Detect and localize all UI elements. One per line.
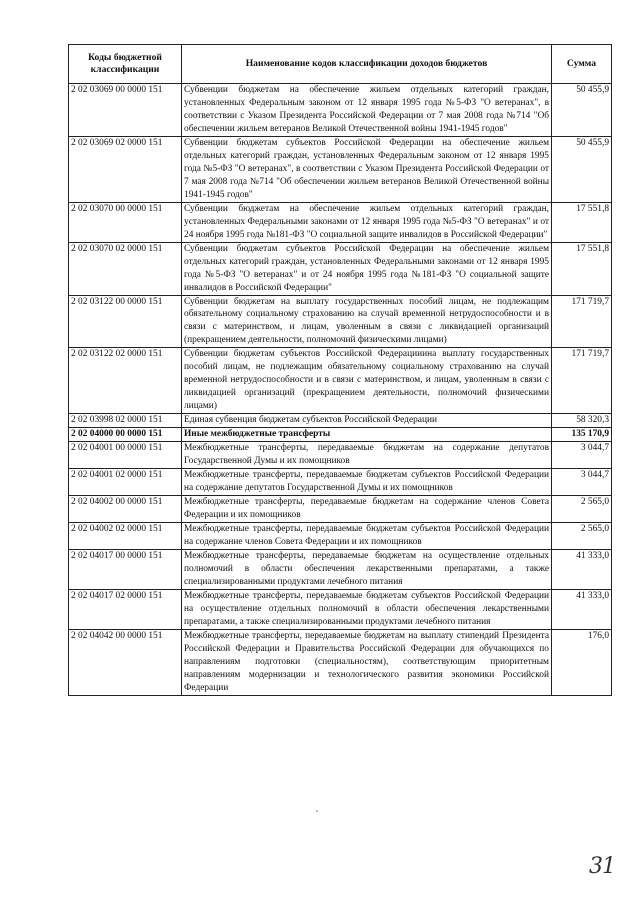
table-row	[69, 84, 612, 137]
code-cell: 2 02 04017 02 0000 151	[69, 589, 182, 629]
budget-revenue-table	[68, 44, 612, 696]
code-cell: 2 02 03069 00 0000 151	[69, 84, 182, 137]
document-page	[68, 44, 611, 696]
amount-cell: 41 333,0	[552, 549, 612, 589]
header-name: Наименование кодов классификации доходов бюджетов	[182, 45, 552, 84]
table-row	[69, 242, 612, 295]
code-cell: 2 02 04001 02 0000 151	[69, 469, 182, 496]
name-cell: Субвенции бюджетам на выплату государственных пособий лицам, не подлежащим обязательному социальному страхованию на случай временной нетрудоспособности и в связи с материнством, и лицам, уволенным в связи с ликвидацией организаций (прекращением деятельности, полномочий физическими лицами)	[182, 295, 552, 348]
table-row	[69, 348, 612, 414]
table-row	[69, 469, 612, 496]
amount-cell: 50 455,9	[552, 136, 612, 202]
name-cell: Межбюджетные трансферты, передаваемые бюджетам субъектов Российской Федерации на осуществление отдельных полномочий в области обеспечения лекарственными препаратами, а также специализированными продуктами лечебного питания	[182, 589, 552, 629]
code-cell: 2 02 03998 02 0000 151	[69, 414, 182, 428]
code-cell: 2 02 03069 02 0000 151	[69, 136, 182, 202]
amount-cell: 3 044,7	[552, 442, 612, 469]
table-row	[69, 414, 612, 428]
name-cell: Межбюджетные трансферты, передаваемые бюджетам на содержание депутатов Государственной Думы и их помощников	[182, 442, 552, 469]
table-row	[69, 549, 612, 589]
amount-cell: 171 719,7	[552, 348, 612, 414]
amount-cell: 135 170,9	[552, 428, 612, 442]
code-cell: 2 02 04000 00 0000 151	[69, 428, 182, 442]
name-cell: Межбюджетные трансферты, передаваемые бюджетам на осуществление отдельных полномочий в области обеспечения лекарственными препаратами, а также специализированными продуктами лечебного питания	[182, 549, 552, 589]
name-cell: Субвенции бюджетам на обеспечение жильем отдельных категорий граждан, установленных Федеральным законом от 12 января 1995 года №5-ФЗ "О ветеранах", в соответствии с Указом Президента Российской Федерации от 7 мая 2008 года №714 "Об обеспечении жильем ветеранов Великой Отечественной войны 1941-1945 годов"	[182, 84, 552, 137]
name-cell: Иные межбюджетные трансферты	[182, 428, 552, 442]
code-cell: 2 02 04002 00 0000 151	[69, 496, 182, 523]
amount-cell: 58 320,3	[552, 414, 612, 428]
table-row	[69, 442, 612, 469]
table-row	[69, 202, 612, 242]
name-cell: Межбюджетные трансферты, передаваемые бюджетам субъектов Российской Федерации на содержание членов Совета Федерации и их помощников	[182, 522, 552, 549]
code-cell: 2 02 03070 00 0000 151	[69, 202, 182, 242]
amount-cell: 171 719,7	[552, 295, 612, 348]
table-row	[69, 295, 612, 348]
table-row	[69, 428, 612, 442]
code-cell: 2 02 04002 02 0000 151	[69, 522, 182, 549]
code-cell: 2 02 04017 00 0000 151	[69, 549, 182, 589]
header-code: Коды бюджетной классификации	[69, 45, 182, 84]
page-number: 31	[589, 854, 615, 879]
scan-speck	[316, 810, 318, 812]
name-cell: Единая субвенция бюджетам субъектов Российской Федерации	[182, 414, 552, 428]
table-row	[69, 136, 612, 202]
name-cell: Субвенции бюджетам субъектов Российской Федерации на обеспечение жильем отдельных категорий граждан, установленных Федеральными законами от 12 января 1995 года №5-ФЗ "О ветеранах" и от 24 ноября 1995 года №181-ФЗ "О социальной защите инвалидов в Российской Федерации"	[182, 242, 552, 295]
name-cell: Межбюджетные трансферты, передаваемые бюджетам субъектов Российской Федерации на содержание депутатов Государственной Думы и их помощников	[182, 469, 552, 496]
table-header-row	[69, 45, 612, 84]
amount-cell: 176,0	[552, 629, 612, 695]
amount-cell: 2 565,0	[552, 496, 612, 523]
amount-cell: 17 551,8	[552, 202, 612, 242]
code-cell: 2 02 03122 00 0000 151	[69, 295, 182, 348]
code-cell: 2 02 04042 00 0000 151	[69, 629, 182, 695]
table-row	[69, 589, 612, 629]
name-cell: Межбюджетные трансферты, передаваемые бюджетам на выплату стипендий Президента Российской Федерации и Правительства Российской Федерации для обучающихся по направлениям подготовки (специальностям), соответствующим приоритетным направлениям модернизации и технологического развития экономики Российской Федерации	[182, 629, 552, 695]
code-cell: 2 02 03122 02 0000 151	[69, 348, 182, 414]
table-row	[69, 496, 612, 523]
name-cell: Субвенции бюджетам на обеспечение жильем отдельных категорий граждан, установленных Федеральными законами от 12 января 1995 года №5-ФЗ "О ветеранах" и от 24 ноября 1995 года №181-ФЗ "О социальной защите инвалидов в Российской Федерации"	[182, 202, 552, 242]
amount-cell: 41 333,0	[552, 589, 612, 629]
amount-cell: 17 551,8	[552, 242, 612, 295]
code-cell: 2 02 04001 00 0000 151	[69, 442, 182, 469]
name-cell: Межбюджетные трансферты, передаваемые бюджетам на содержание членов Совета Федерации и их помощников	[182, 496, 552, 523]
header-amount: Сумма	[552, 45, 612, 84]
amount-cell: 50 455,9	[552, 84, 612, 137]
table-row	[69, 522, 612, 549]
amount-cell: 3 044,7	[552, 469, 612, 496]
name-cell: Субвенции бюджетам субъектов Российской Федерацииина выплату государственных пособий лицам, не подлежащим обязательному социальному страхованию на случай временной нетрудоспособности и в связи с материнством, и лицам, уволенным в связи с ликвидацией организаций (прекращением деятельности, полномочий физическими лицами)	[182, 348, 552, 414]
code-cell: 2 02 03070 02 0000 151	[69, 242, 182, 295]
name-cell: Субвенции бюджетам субъектов Российской Федерации на обеспечение жильем отдельных категорий граждан, установленных Федеральным законом от 12 января 1995 года №5-ФЗ "О ветеранах", в соответствии с Указом Президента Российской Федерации от 7 мая 2008 года №714 "Об обеспечении жильем ветеранов Великой Отечественной войны 1941-1945 годов"	[182, 136, 552, 202]
table-row	[69, 629, 612, 695]
table-body	[69, 84, 612, 696]
amount-cell: 2 565,0	[552, 522, 612, 549]
